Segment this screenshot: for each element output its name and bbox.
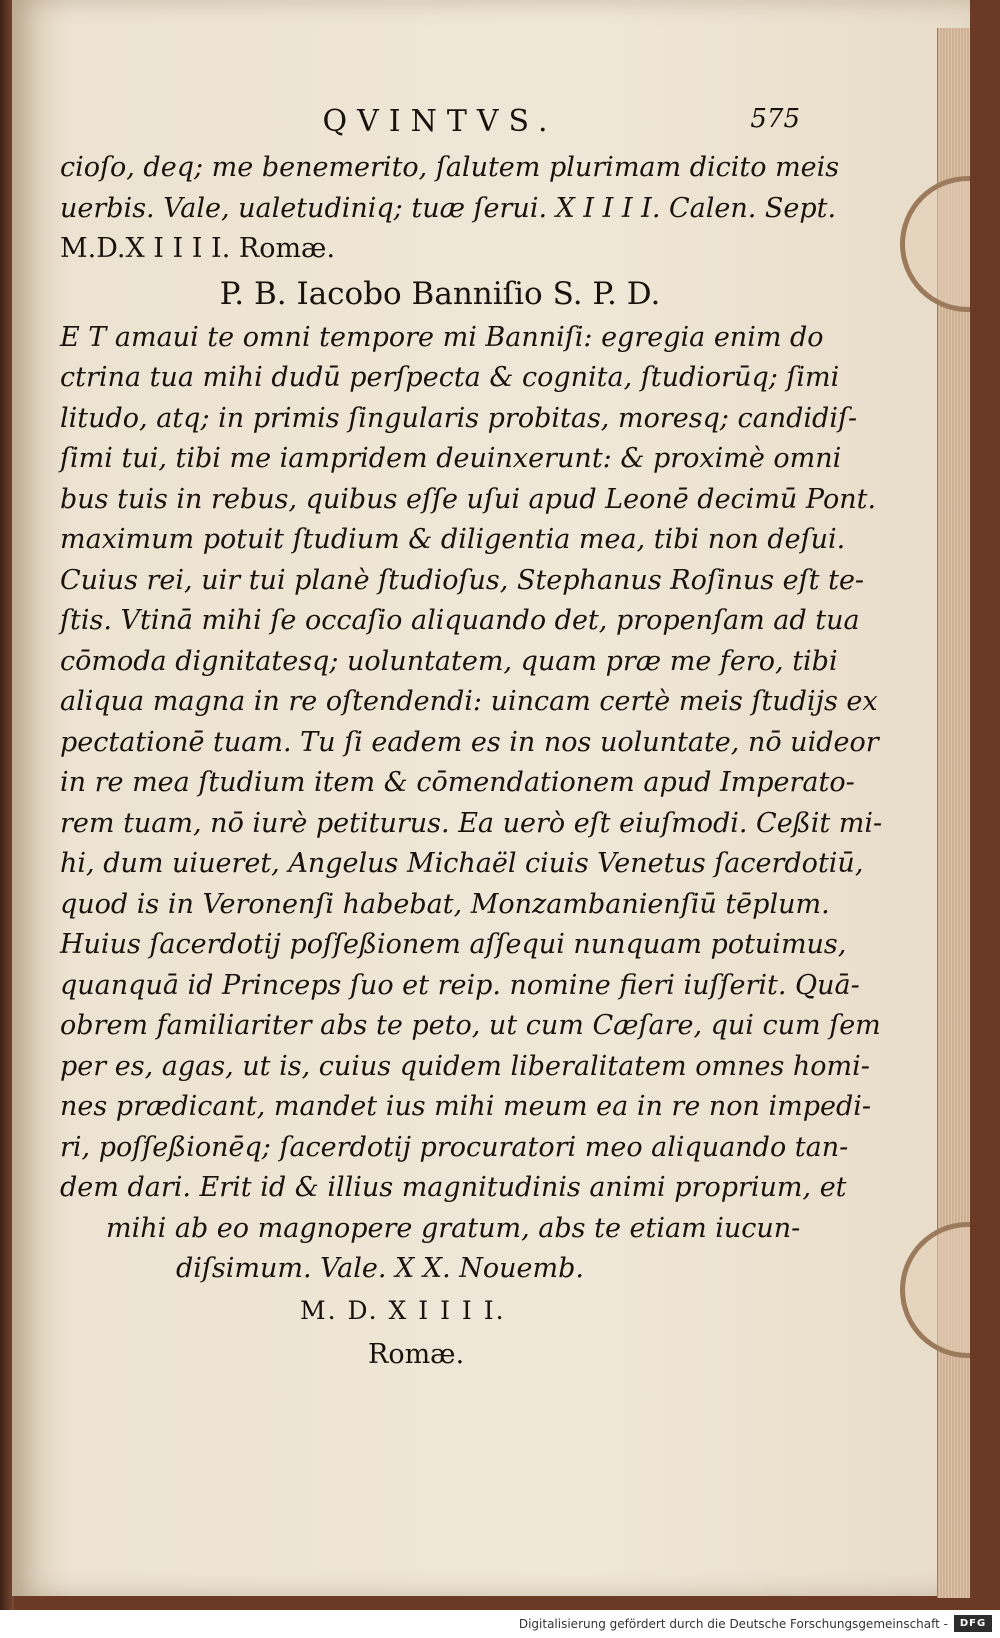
text-line: aliqua magna in re oſtendendi: uincam certè meis ſtudijs ex <box>60 686 878 717</box>
running-head-title: QVINTVS. <box>322 104 558 139</box>
text-line: rem tuam, nō iurè petiturus. Ea uerò eſt eiuſmodi. Ceßit mi- <box>60 807 883 839</box>
footer-bar <box>0 1610 1000 1638</box>
text-line: per es, agas, ut is, cuius quidem liberalitatem omnes homi- <box>60 1050 870 1082</box>
upper-clasp <box>900 176 970 312</box>
text-line: in re mea ſtudium item & cōmendationem apud Imperato- <box>60 767 855 798</box>
text-line: Huius ſacerdotij poſſeßionem aſſequi nunquam potuimus, <box>60 929 847 960</box>
text-line: obrem familiariter abs te peto, ut cum Cæſare, qui cum ſem <box>60 1010 881 1041</box>
text-line: litudo, atq; in primis ſingularis probitas, moresq; candidiſ- <box>60 402 858 434</box>
text-line: uerbis. Vale, ualetudiniq; tuæ ſerui. X I I I I. Calen. Sept. <box>60 192 837 224</box>
previous-letter-end <box>60 148 840 270</box>
text-line: nes prædicant, mandet ius mihi meum ea in re non impedi- <box>60 1091 872 1122</box>
funding-credit: Digitalisierung gefördert durch die Deutsche Forschungsgemeinschaft - <box>518 1617 948 1631</box>
dfg-logo: DFG <box>954 1615 992 1632</box>
text-line: ſimi tui, tibi me iampridem deuinxerunt: & proximè omni <box>60 443 842 474</box>
closing-line: mihi ab eo magnopere gratum, abs te etiam iucun- <box>106 1212 801 1244</box>
closing-date: M. D. X I I I I. <box>300 1295 506 1325</box>
text-line: quanquā id Princeps ſuo et reip. nomine fieri iuſſerit. Quā- <box>60 969 860 1001</box>
text-line: ſtis. Vtinā mihi ſe occaſio aliquando det, propenſam ad tua <box>60 605 860 636</box>
text-line: E T amaui te omni tempore mi Banniſi: egregia enim do <box>60 321 824 353</box>
text-block <box>60 104 883 1377</box>
text-line: maximum potuit ſtudium & diligentia mea, tibi non deſui. <box>60 524 846 555</box>
folio-number: 575 <box>750 104 800 134</box>
text-line: ri, poſſeßionēq; ſacerdotij procuratori meo aliquando tan- <box>60 1131 849 1163</box>
running-head <box>60 104 800 148</box>
closing-place: Romæ. <box>368 1338 465 1370</box>
book-page <box>12 0 970 1596</box>
text-line: hi, dum uiueret, Angelus Michaël ciuis Venetus ſacerdotiū, <box>60 848 864 879</box>
lower-clasp <box>900 1222 970 1358</box>
text-line: dem dari. Erit id & illius magnitudinis animi proprium, et <box>60 1172 847 1203</box>
text-line: cōmoda dignitatesq; uoluntatem, quam præ me fero, tibi <box>60 645 838 677</box>
text-line: Cuius rei, uir tui planè ſtudioſus, Stephanus Roſinus eſt te- <box>60 564 865 596</box>
letter-closing <box>60 1209 801 1377</box>
closing-line: diſsimum. Vale. X X. Nouemb. <box>176 1252 584 1284</box>
letter-body <box>60 318 883 1209</box>
text-line: pectationē tuam. Tu ſi eadem es in nos uoluntate, nō uideor <box>60 726 879 758</box>
text-line-date: M.D.X I I I I. Romæ. <box>60 233 336 264</box>
text-line: cioſo, deq; me benemerito, ſalutem plurimam dicito meis <box>60 152 840 183</box>
text-line: ctrina tua mihi dudū perſpecta & cognita, ſtudiorūq; ſimi <box>60 362 840 393</box>
text-line: bus tuis in rebus, quibus eſſe uſui apud Leonē decimū Pont. <box>60 483 877 515</box>
text-line: quod is in Veronenſi habebat, Monzambanienſiū tēplum. <box>60 888 830 920</box>
letter-heading: P. B. Iacobo Banniſio S. P. D. <box>219 275 661 312</box>
